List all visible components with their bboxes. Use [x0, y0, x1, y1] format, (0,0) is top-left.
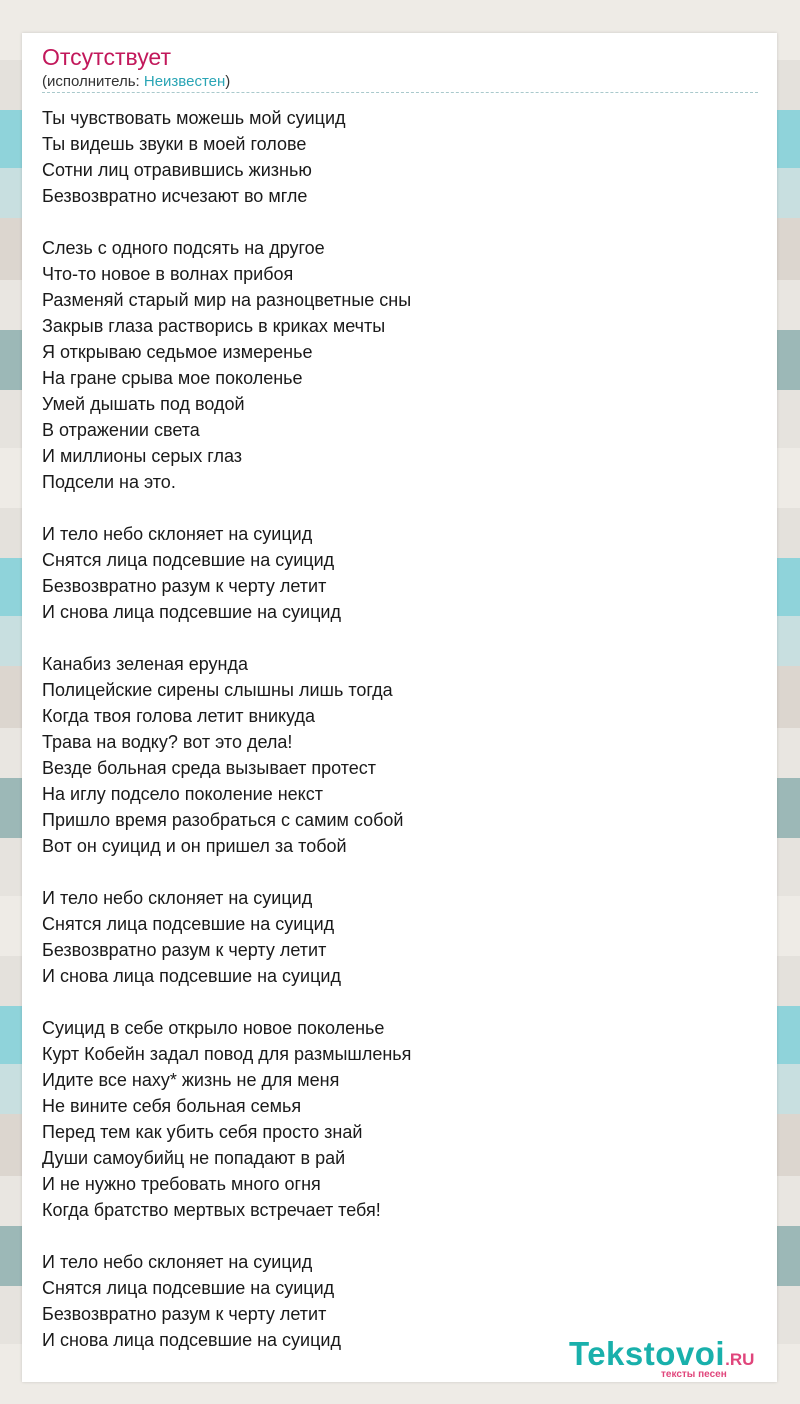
lyrics-line: Закрыв глаза растворись в криках мечты: [42, 316, 386, 336]
lyrics-line: Канабиз зеленая ерунда: [42, 654, 249, 674]
artist-link[interactable]: Неизвестен: [143, 73, 226, 90]
lyrics-line: Снятся лица подсевшие на суицид: [42, 1278, 335, 1298]
lyrics-stanza: [42, 105, 758, 209]
header-divider: [42, 92, 758, 93]
lyrics-stanza: [42, 521, 758, 625]
lyrics-line: Пришло время разобраться с самим собой: [42, 810, 404, 830]
artist-line: [42, 72, 230, 92]
lyrics-line: Ты чувствовать можешь мой суицид: [42, 108, 346, 128]
lyrics-line: Безвозвратно разум к черту летит: [42, 576, 327, 596]
lyrics-line: Умей дышать под водой: [42, 394, 245, 414]
lyrics-line: Души самоубийц не попадают в рай: [42, 1148, 346, 1168]
lyrics-line: Безвозвратно разум к черту летит: [42, 1304, 327, 1324]
lyrics-line: На гране срыва мое поколенье: [42, 368, 303, 388]
lyrics-line: И снова лица подсевшие на суицид: [42, 602, 341, 622]
lyrics-stanza: [42, 235, 758, 495]
lyrics-line: Трава на водку? вот это дела!: [42, 732, 293, 752]
lyrics-stanza: [42, 651, 758, 859]
lyrics-line: И тело небо склоняет на суицид: [42, 888, 313, 908]
lyrics-line: Когда твоя голова летит вникуда: [42, 706, 316, 726]
lyrics-line: И снова лица подсевшие на суицид: [42, 966, 341, 986]
lyrics-stanza: [42, 885, 758, 989]
logo-tld: .RU: [725, 1350, 755, 1369]
artist-prefix: (исполнитель:: [42, 73, 144, 90]
lyrics-line: Идите все наху* жизнь не для меня: [42, 1070, 340, 1090]
lyrics-line: И тело небо склоняет на суицид: [42, 1252, 313, 1272]
lyrics-line: Разменяй старый мир на разноцветные сны: [42, 290, 412, 310]
song-title: Отсутствует: [42, 44, 171, 70]
lyrics-line: Слезь с одного подсять на другое: [42, 238, 325, 258]
lyrics-line: Снятся лица подсевшие на суицид: [42, 550, 335, 570]
lyrics-line: Суицид в себе открыло новое поколенье: [42, 1018, 385, 1038]
lyrics-line: Безвозвратно разум к черту летит: [42, 940, 327, 960]
lyrics-line: Сотни лиц отравившись жизнью: [42, 160, 312, 180]
lyrics-line: Ты видешь звуки в моей голове: [42, 134, 307, 154]
lyrics-line: И миллионы серых глаз: [42, 446, 243, 466]
lyrics-line: Везде больная среда вызывает протест: [42, 758, 377, 778]
logo-tagline: тексты песен: [661, 1369, 727, 1380]
lyrics-line: На иглу подсело поколение некст: [42, 784, 323, 804]
lyrics-line: Курт Кобейн задал повод для размышленья: [42, 1044, 412, 1064]
logo-name: Tekstovoi: [569, 1335, 726, 1372]
artist-suffix: ): [225, 73, 231, 90]
lyrics-line: Перед тем как убить себя просто знай: [42, 1122, 363, 1142]
lyrics-line: Вот он суицид и он пришел за тобой: [42, 836, 347, 856]
lyrics-line: И снова лица подсевшие на суицид: [42, 1330, 341, 1350]
lyrics-line: В отражении света: [42, 420, 200, 440]
lyrics-line: Полицейские сирены слышны лишь тогда: [42, 680, 393, 700]
lyrics-line: И не нужно требовать много огня: [42, 1174, 321, 1194]
lyrics-line: Подсели на это.: [42, 472, 176, 492]
lyrics-line: Что-то новое в волнах прибоя: [42, 264, 294, 284]
lyrics-line: Я открываю седьмое измеренье: [42, 342, 313, 362]
lyrics-line: И тело небо склоняет на суицид: [42, 524, 313, 544]
lyrics-line: Когда братство мертвых встречает тебя!: [42, 1200, 381, 1220]
lyrics-stanza: [42, 1015, 758, 1223]
lyrics-line: Не вините себя больная семья: [42, 1096, 302, 1116]
lyrics-line: Безвозвратно исчезают во мгле: [42, 186, 308, 206]
lyrics-line: Снятся лица подсевшие на суицид: [42, 914, 335, 934]
lyrics-card: [22, 33, 777, 1382]
site-logo[interactable]: [569, 1336, 774, 1380]
lyrics-body: [42, 105, 758, 1379]
